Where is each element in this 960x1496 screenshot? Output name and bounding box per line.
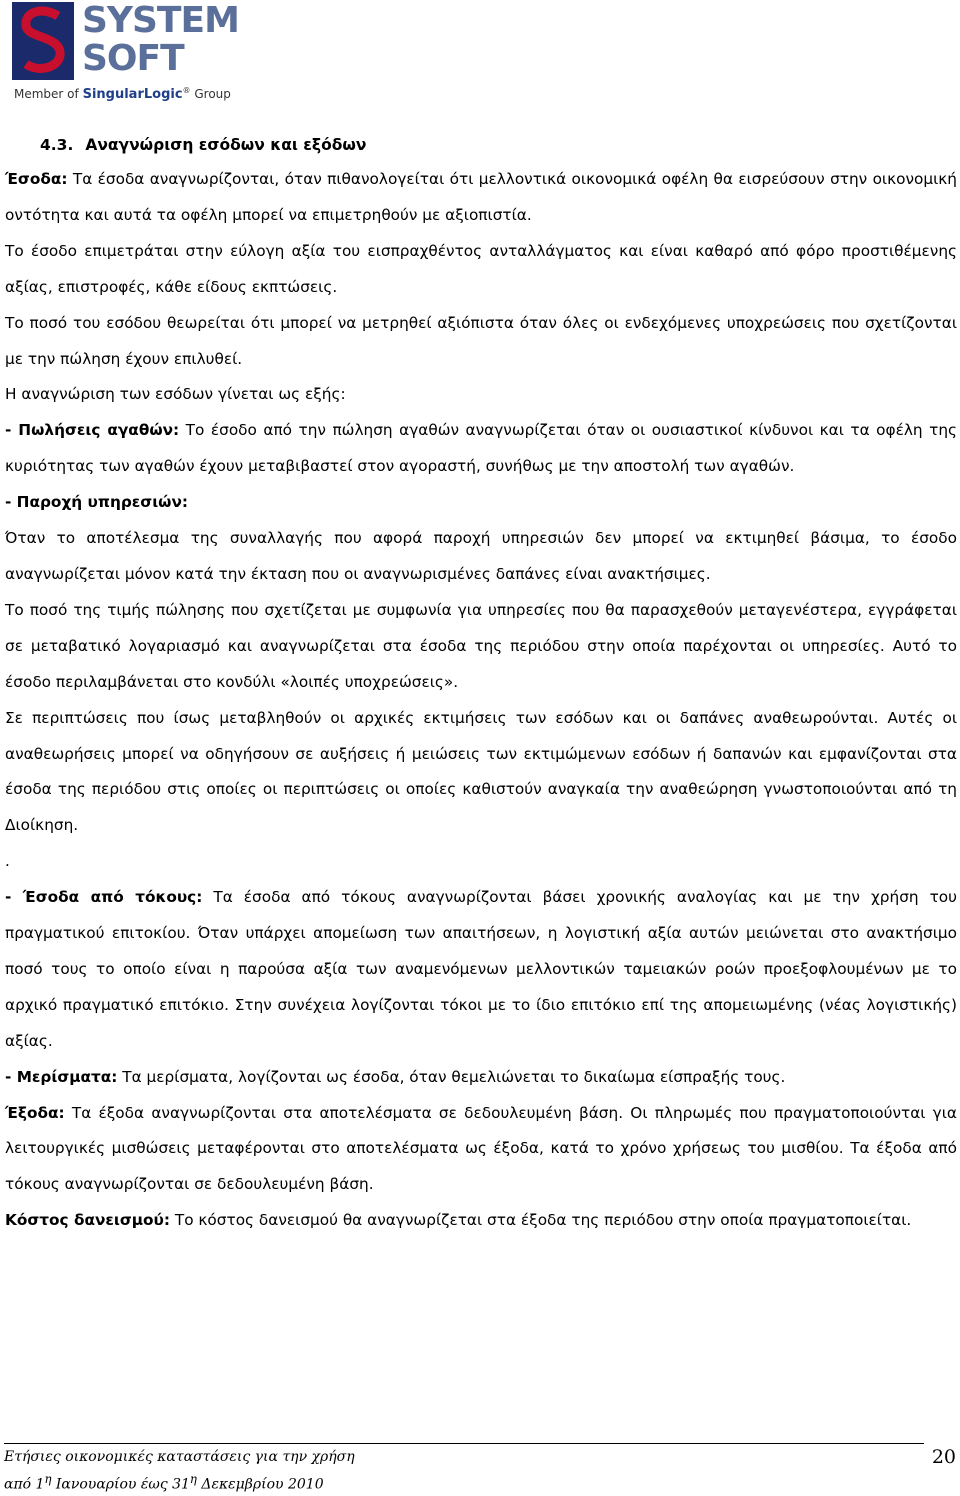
label-sales-goods: - Πωλήσεις αγαθών: xyxy=(5,421,180,440)
page-number: 20 xyxy=(931,1446,956,1468)
document-body xyxy=(5,126,957,1239)
footer-date-end: Δεκεμβρίου 2010 xyxy=(196,1476,324,1493)
text-sales-goods: Το έσοδο από την πώληση αγαθών αναγνωρίζεται όταν οι ουσιαστικοί κίνδυνοι και τα οφέλη της κυριότητας των αγαθών έχουν μεταβιβαστεί στον αγοραστή, συνήθως με την αποστολή των αγαθών. xyxy=(5,421,958,476)
paragraph-reliable-amount: Το ποσό του εσόδου θεωρείται ότι μπορεί να μετρηθεί αξιόπιστα όταν όλες οι ενδεχόμενες υποχρεώσεις που σχετίζονται με την πώληση έχουν επιλυθεί. xyxy=(5,313,957,368)
logo-tag-prefix: Member of xyxy=(14,87,79,101)
registered-mark: ® xyxy=(182,86,191,95)
paragraph-measurement: Το έσοδο επιμετράται στην εύλογη αξία του εισπραχθέντος ανταλλάγματος και είναι καθαρό από φόρο προστιθέμενης αξίας, επιστροφές, κάθε είδους εκπτώσεις. xyxy=(5,241,957,296)
text-dividends: Τα μερίσματα, λογίζονται ως έσοδα, όταν θεμελιώνεται το δικαίωμα είσπραξής τους. xyxy=(117,1067,786,1086)
text-revenue: Τα έσοδα αναγνωρίζονται, όταν πιθανολογείται ότι μελλοντικά οικονομικά οφέλη θα εισρεύσουν στην οικονομική οντότητα και αυτά τα οφέλη μπορεί να επιμετρηθούν με αξιοπιστία. xyxy=(5,170,957,224)
paragraph-services-outcome: Όταν το αποτέλεσμα της συναλλαγής που αφορά παροχή υπηρεσιών δεν μπορεί να εκτιμηθεί βάσιμα, το έσοδο αναγνωρίζεται μόνον κατά την έκταση που οι αναγνωρισμένες δαπάνες είναι ανακτήσιμες. xyxy=(5,529,957,583)
footer-divider xyxy=(4,1443,924,1444)
label-revenue: Έσοδα: xyxy=(5,170,68,188)
logo-tag-suffix: Group xyxy=(194,87,231,101)
company-logo xyxy=(8,2,240,106)
text-interest-income: Τα έσοδα από τόκους αναγνωρίζονται βάσει χρονικής αναλογίας και με την χρήση του πραγματικού επιτοκίου. Όταν υπάρχει απομείωση των απαιτήσεων, η λογιστική αξία αυτών μειώνεται στο ανακτήσιμο ποσό τους το οποίο είναι η παρούσα αξία των αναμενόμενων μελλοντικών ταμειακών ροών προεξοφλουμένων με το αρχικό πραγματικό επιτόκιο. Στην συνέχεια λογίζονται τόκοι με το ίδιο επιτόκιο επί της απομειωμένης (νέας λογιστικής) αξίας. xyxy=(5,888,957,1050)
paragraph-interest-income xyxy=(5,880,957,1060)
paragraph-services-deferred: Το ποσό της τιμής πώλησης που σχετίζεται με συμφωνία για υπηρεσίες που θα παρασχεθούν μεταγενέστερα, εγγράφεται σε μεταβατικό λογαριασμό και αναγνωρίζεται στα έσοδα της περιόδου στην οποία παρέχονται οι υπηρεσίες. Αυτό το έσοδο περιλαμβάνεται στο κονδύλι «λοιπές υποχρεώσεις». xyxy=(5,600,957,691)
logo-word-soft: SOFT xyxy=(82,38,184,79)
paragraph-expenses xyxy=(5,1096,957,1204)
footer-date-start: από 1 xyxy=(4,1476,45,1493)
paragraph-services-label xyxy=(5,485,957,521)
paragraph-borrowing-cost xyxy=(5,1203,957,1239)
label-dividends: Μερίσματα: xyxy=(16,1067,118,1086)
section-number: 4.3. xyxy=(40,136,74,154)
label-expenses: Έξοδα: xyxy=(5,1103,65,1122)
paragraph-dividends xyxy=(5,1060,957,1096)
text-borrowing-cost: Το κόστος δανεισμού θα αναγνωρίζεται στα έξοδα της περιόδου στην οποία πραγματοποιείται. xyxy=(169,1211,912,1230)
paragraph-recognition-intro: Η αναγνώριση των εσόδων γίνεται ως εξής: xyxy=(5,385,346,404)
logo-tag-brand: SingularLogic xyxy=(82,87,183,102)
footer-line-1: Ετήσιες οικονομικές καταστάσεις για την χρήση xyxy=(4,1449,355,1465)
dash-dividends: - xyxy=(5,1067,17,1086)
label-borrowing-cost: Κόστος δανεισμού: xyxy=(5,1211,170,1230)
section-title: Αναγνώριση εσόδων και εξόδων xyxy=(85,136,367,154)
label-services: - Παροχή υπηρεσιών: xyxy=(5,493,189,512)
label-interest-income: - Έσοδα από τόκους: xyxy=(5,888,203,907)
logo-tagline xyxy=(14,86,231,102)
text-expenses: Τα έξοδα αναγνωρίζονται στα αποτελέσματα σε δεδουλευμένη βάση. Οι πληρωμές που πραγματοποιούνται για λειτουργικές μισθώσεις μεταφέρονται στο αποτελέσματα ως έξοδα, κατά το χρόνο χρήσεως του μισθίου. Τα έξοδα από τόκους αναγνωρίζονται σε δεδουλευμένη βάση. xyxy=(5,1103,957,1194)
systemsoft-logo-icon xyxy=(12,2,74,80)
paragraph-estimates-revision: Σε περιπτώσεις που ίσως μεταβληθούν οι αρχικές εκτιμήσεις των εσόδων και οι δαπάνες αναθεωρούνται. Αυτές οι αναθεωρήσεις μπορεί να οδηγήσουν σε αυξήσεις ή μειώσεις των εκτιμώμενων εσόδων ή δαπανών και εμφανίζονται στα έσοδα της περιόδου στις οποίες οι περιπτώσεις οι οποίες καθιστούν αναγκαία την αναθεώρηση γνωστοποιούνται από τη Διοίκηση. xyxy=(5,708,957,835)
footer-date-mid: Ιανουαρίου έως 31 xyxy=(51,1476,190,1493)
paragraph-dot: . xyxy=(5,852,10,871)
footer-sup-1: η xyxy=(44,1472,52,1486)
paragraph-sales-goods xyxy=(5,413,957,485)
footer-sup-2: η xyxy=(189,1472,197,1486)
footer-caption xyxy=(4,1446,355,1496)
paragraph-revenue xyxy=(5,162,957,234)
footer-line-2 xyxy=(4,1468,355,1496)
logo-word-system: SYSTEM xyxy=(82,0,239,41)
